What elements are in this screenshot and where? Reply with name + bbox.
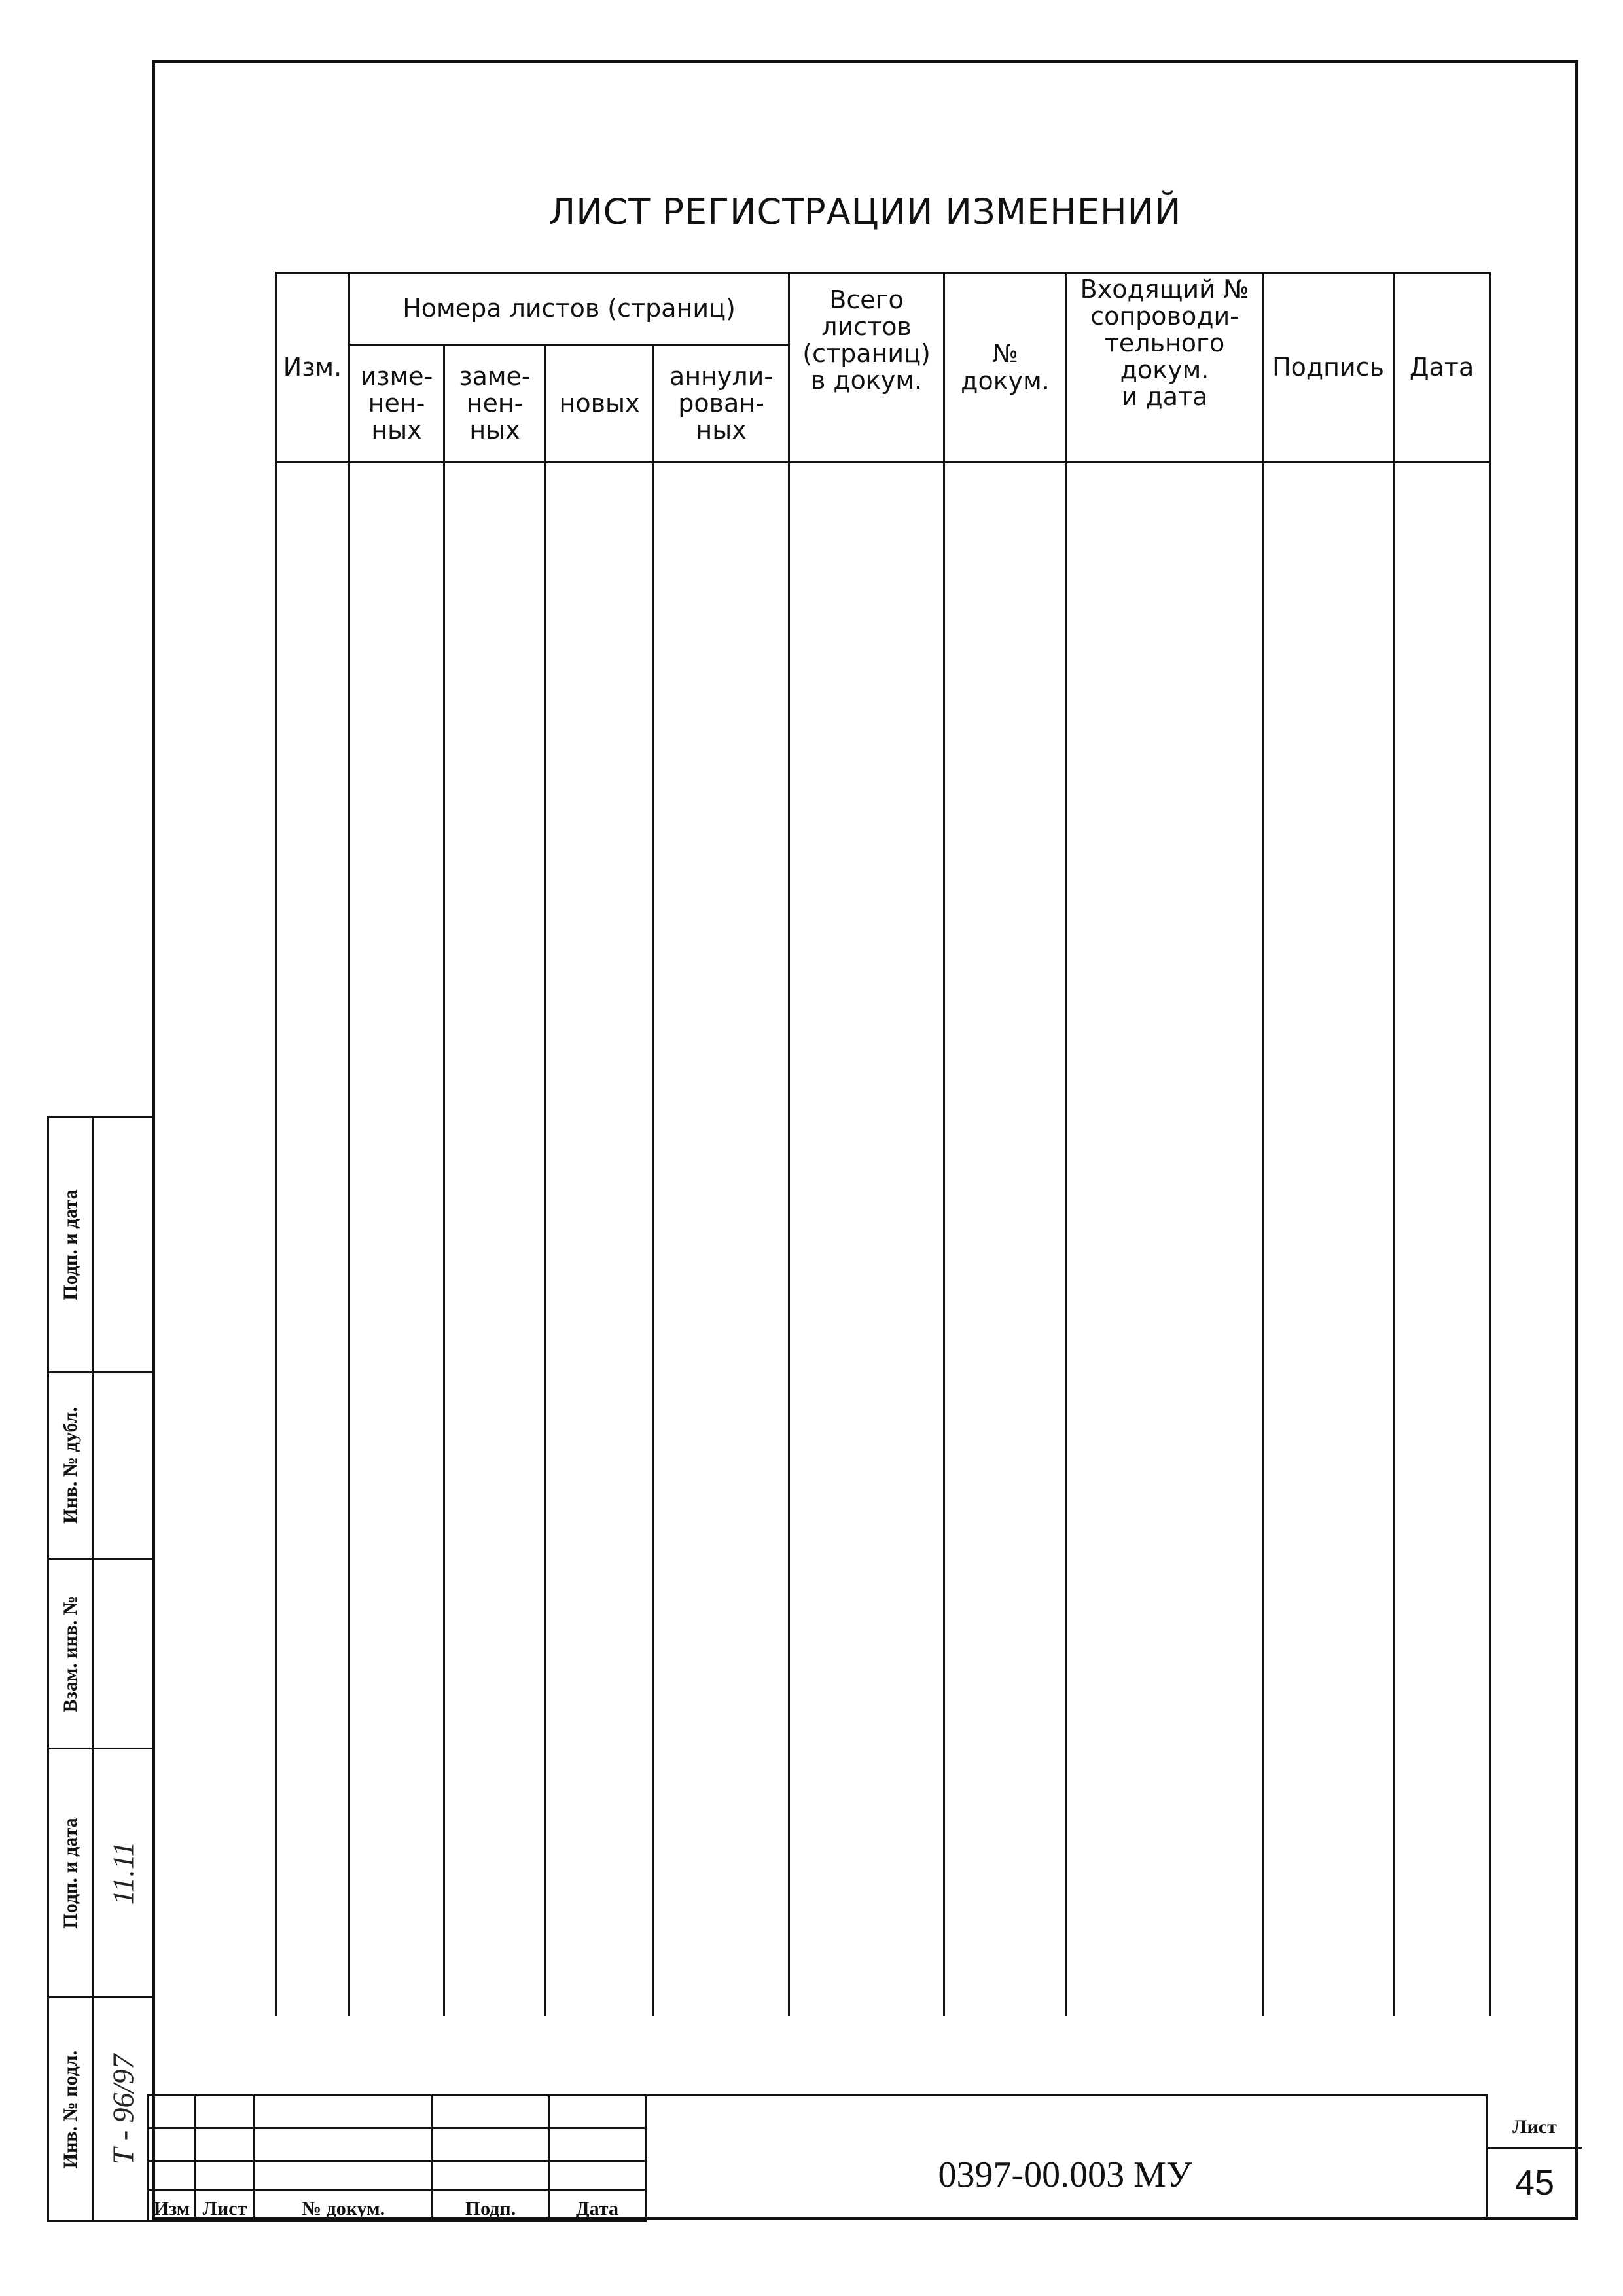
title-block: [147, 2094, 1582, 2220]
change-registration-table: [275, 272, 1491, 2016]
tb-list-label: Лист: [196, 2190, 255, 2221]
col-replaced: заме- нен- ных: [444, 345, 546, 463]
table-cell[interactable]: [1263, 463, 1394, 2017]
left-stamp: [47, 1116, 154, 2222]
stamp-sign-date-label: Подп. и дата: [59, 1817, 81, 1929]
col-total-sheets: Всего листов (страниц) в докум.: [789, 273, 944, 463]
sheet-label: Лист: [1488, 2108, 1582, 2149]
stamp-cell: [93, 1559, 153, 1749]
document-code: 0397-00.003 МУ: [645, 2094, 1486, 2220]
stamp-cell: [93, 1117, 153, 1372]
table-cell[interactable]: [1394, 463, 1490, 2017]
table-cell[interactable]: [1067, 463, 1263, 2017]
col-incoming: Входящий № сопроводи- тельного докум. и дата: [1067, 273, 1263, 463]
table-cell[interactable]: [444, 463, 546, 2017]
stamp-sign-date-value: 11.11: [106, 1841, 139, 1905]
col-changed: изме- нен- ных: [349, 345, 444, 463]
col-date: Дата: [1394, 273, 1490, 463]
title-block-grid: [147, 2094, 647, 2222]
stamp-replaced-inv-label: Взам. инв. №: [59, 1595, 81, 1712]
stamp-sign-date-label: Подп. и дата: [59, 1189, 81, 1300]
col-new: новых: [546, 345, 654, 463]
tb-signature-label: Подп.: [433, 2190, 549, 2221]
col-cancelled: аннули- рован- ных: [654, 345, 789, 463]
col-group-sheet-numbers: Номера листов (страниц): [349, 273, 789, 345]
table-cell[interactable]: [654, 463, 789, 2017]
table-cell[interactable]: [349, 463, 444, 2017]
stamp-inv-orig-value: Т - 96/97: [106, 2054, 139, 2164]
tb-izm-label: Изм: [149, 2190, 196, 2221]
col-izm: Изм.: [276, 273, 349, 463]
table-cell[interactable]: [789, 463, 944, 2017]
tb-doc-no-label: № докум.: [255, 2190, 433, 2221]
tb-date-label: Дата: [549, 2190, 646, 2221]
stamp-inv-orig-label: Инв. № подл.: [59, 2050, 81, 2168]
table-cell[interactable]: [546, 463, 654, 2017]
table-cell[interactable]: [944, 463, 1067, 2017]
stamp-inv-dup-label: Инв. № дубл.: [59, 1407, 81, 1524]
col-doc-no: № докум.: [944, 273, 1067, 463]
sheet-number: 45: [1514, 2163, 1555, 2202]
page-title: ЛИСТ РЕГИСТРАЦИИ ИЗМЕНЕНИЙ: [548, 191, 1182, 232]
sheet-box: [1486, 2094, 1582, 2220]
col-signature: Подпись: [1263, 273, 1394, 463]
table-cell[interactable]: [276, 463, 349, 2017]
stamp-cell: [93, 1372, 153, 1559]
